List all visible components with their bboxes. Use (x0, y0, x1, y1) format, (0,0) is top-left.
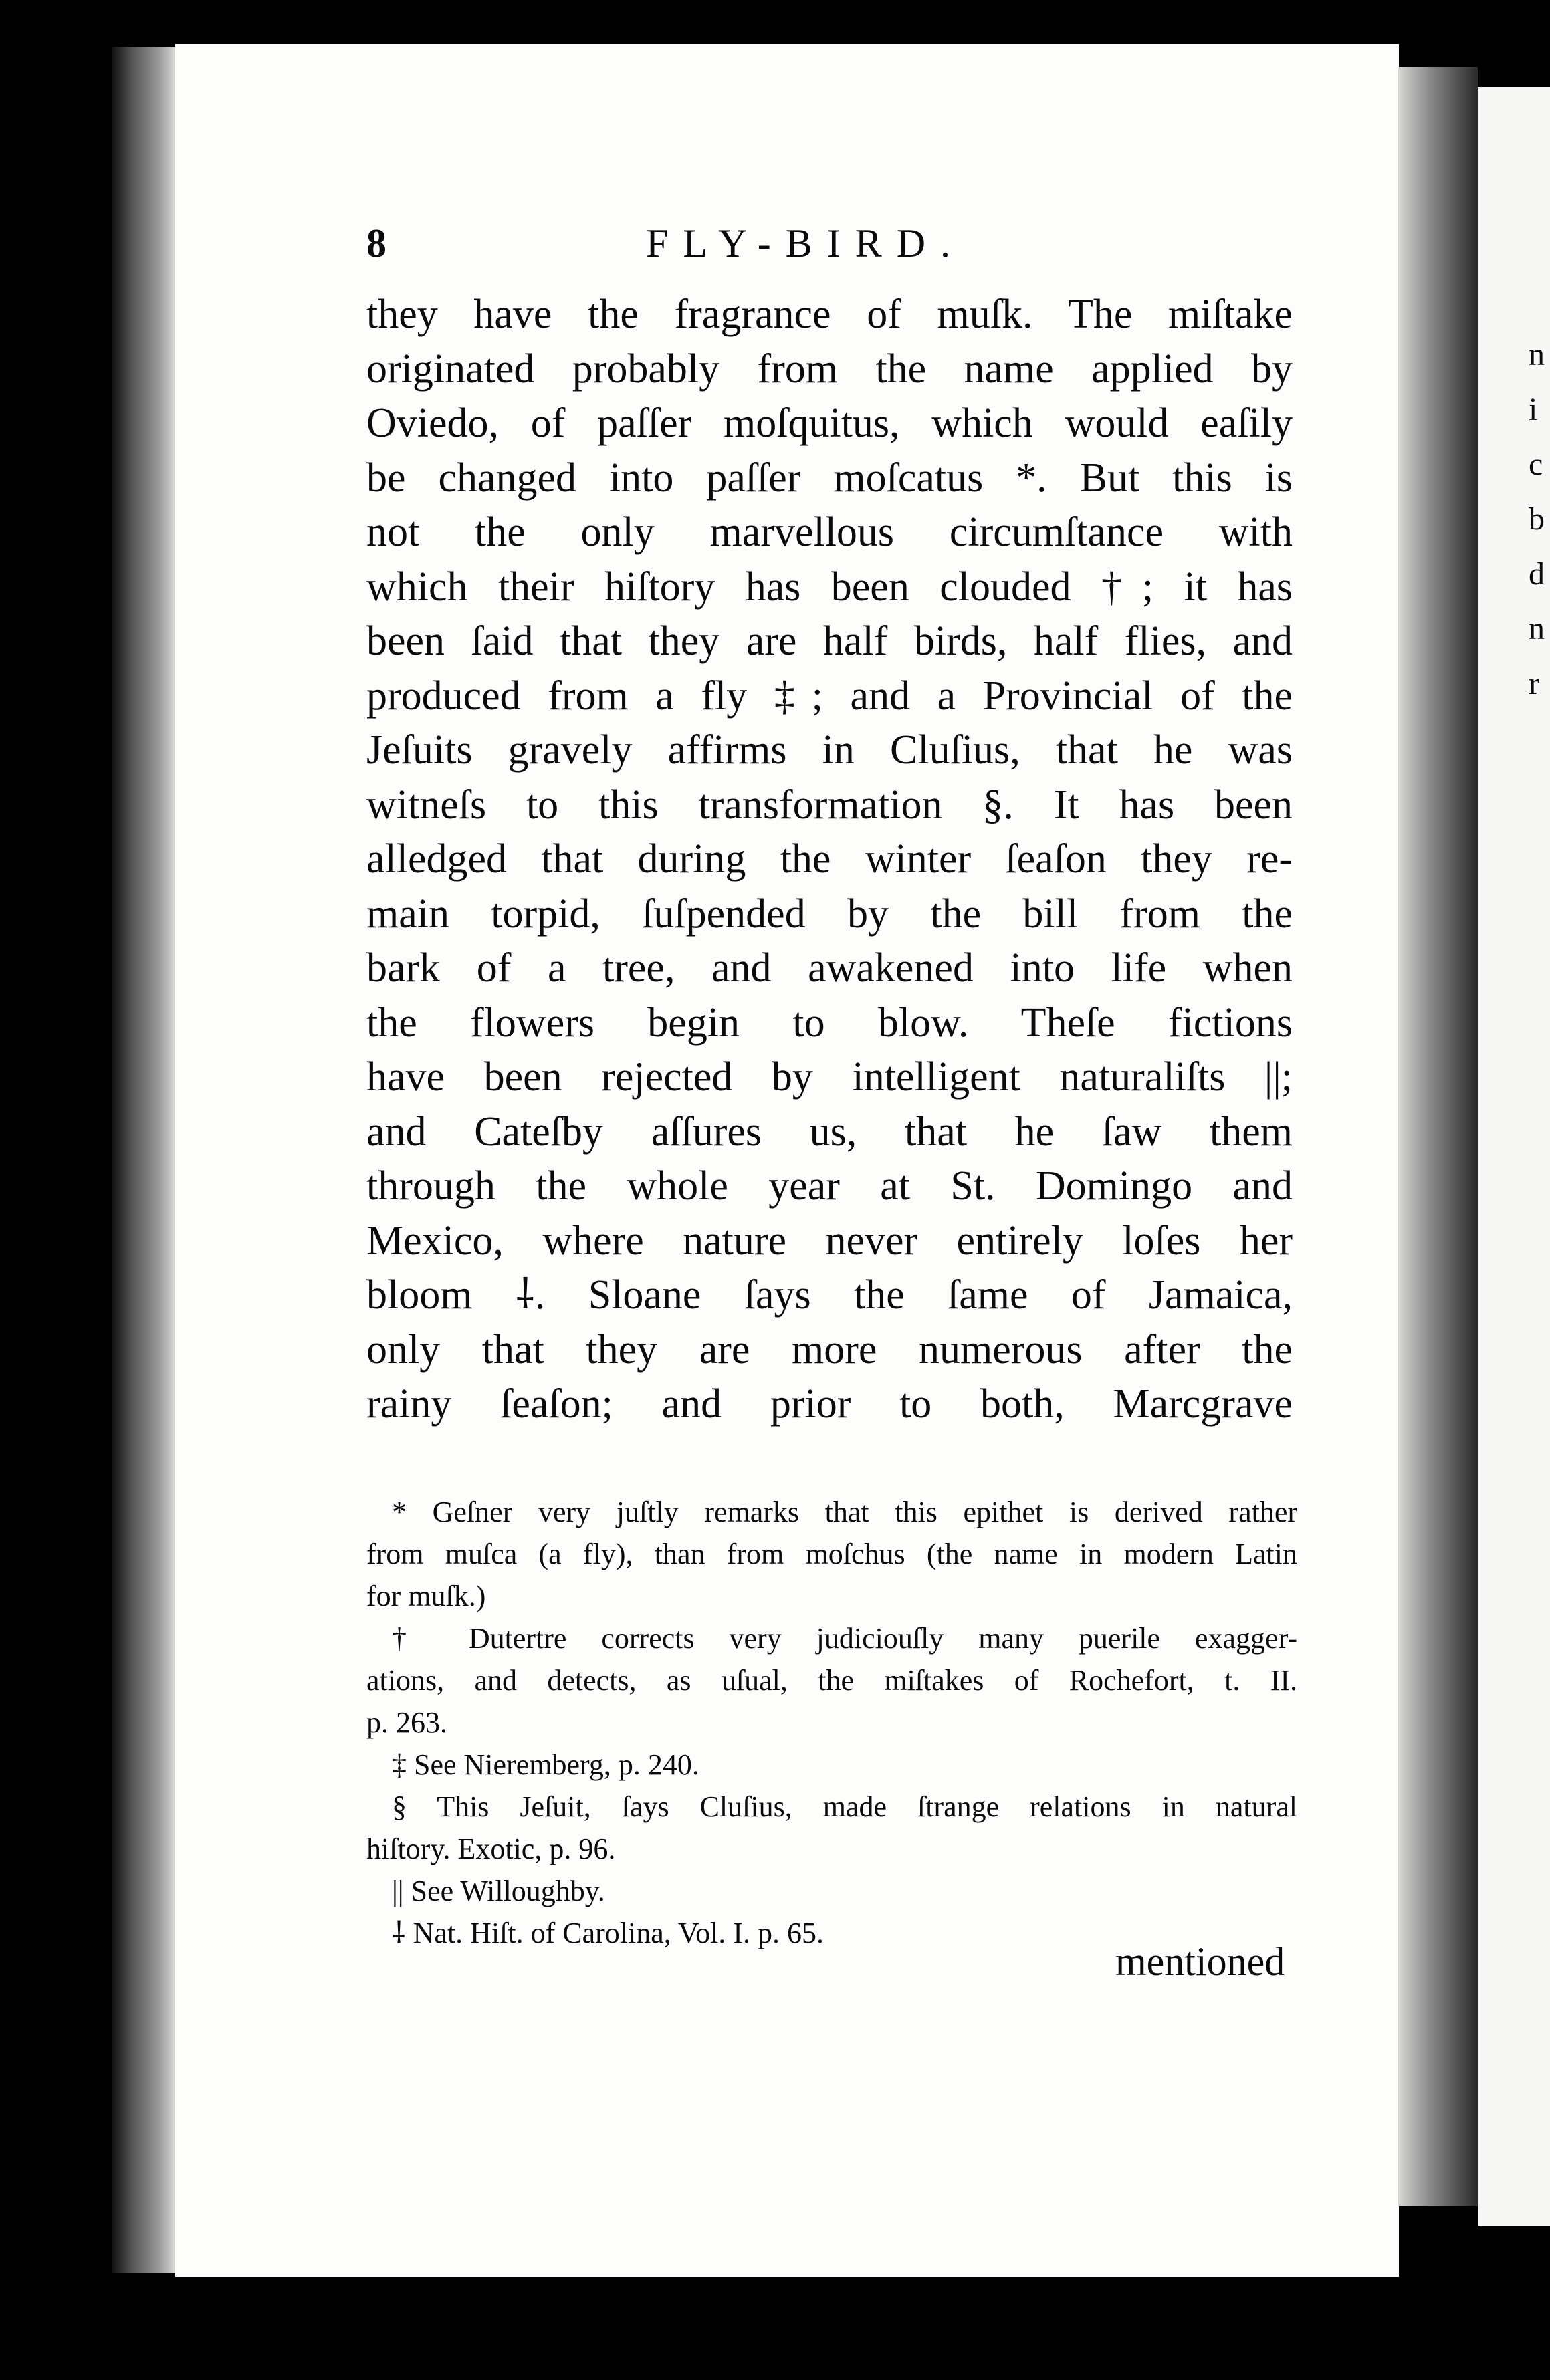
body-line: be changed into paſſer moſcatus *. But this is (366, 455, 1293, 501)
footnote-line: † Dutertre corrects very judiciouſly many puerile exagger- (392, 1622, 1297, 1655)
body-line: and Cateſby aſſures us, that he ſaw them (366, 1108, 1293, 1155)
body-line: Oviedo, of paſſer moſquitus, which would eaſily (366, 400, 1293, 446)
body-line: not the only marvellous circumſtance with (366, 509, 1293, 555)
body-line: Mexico, where nature never entirely loſes her (366, 1217, 1293, 1264)
body-line: alledged that during the winter ſeaſon they re- (366, 836, 1293, 882)
body-line: they have the fragrance of muſk. The miſtake (366, 291, 1293, 337)
body-line: Jeſuits gravely affirms in Cluſius, that he was (366, 727, 1293, 773)
footnote-line: * Geſner very juſtly remarks that this epithet is derived rather (392, 1496, 1297, 1528)
body-line: bark of a tree, and awakened into life when (366, 945, 1293, 991)
edge-letter: r (1529, 666, 1539, 701)
edge-letter: n (1529, 337, 1545, 372)
gutter-shadow (112, 47, 179, 2273)
footnote-line: || See Willoughby. (392, 1875, 605, 1907)
body-line: witneſs to this transformation §. It has been (366, 782, 1293, 828)
edge-letter: n (1529, 611, 1545, 646)
footnote-line: ⸸ Nat. Hiſt. of Carolina, Vol. I. p. 65. (392, 1917, 824, 1949)
body-line: which their hiſtory has been clouded †; it has (366, 564, 1293, 610)
page-number: 8 (366, 221, 386, 265)
body-line: only that they are more numerous after the (366, 1326, 1293, 1373)
adjacent-page-text (1529, 328, 1550, 711)
catchword: mentioned (1115, 1939, 1285, 1984)
body-line: rainy ſeaſon; and prior to both, Marcgrave (366, 1381, 1293, 1427)
body-line: have been rejected by intelligent naturaliſts ||; (366, 1054, 1293, 1100)
body-line: the flowers begin to blow. Theſe fictions (366, 999, 1293, 1046)
footnote-line: § This Jeſuit, ſays Cluſius, made ſtrange relations in natural (392, 1790, 1297, 1823)
body-line: through the whole year at St. Domingo and (366, 1163, 1293, 1209)
running-head: FLY-BIRD. (646, 221, 966, 265)
footnote-line: hiſtory. Exotic, p. 96. (366, 1832, 616, 1865)
page-header (366, 221, 1316, 274)
body-line: originated probably from the name applied by (366, 346, 1293, 392)
edge-letter: b (1529, 501, 1545, 537)
footnotes (366, 1491, 1297, 1954)
footnote-line: from muſca (a fly), than from moſchus (the name in modern Latin (366, 1538, 1297, 1570)
footnote-line: for muſk.) (366, 1580, 486, 1613)
edge-letter: c (1529, 447, 1543, 482)
footnote-line: ‡ See Nieremberg, p. 240. (392, 1748, 699, 1781)
footnote-line: p. 263. (366, 1706, 447, 1739)
body-line: been ſaid that they are half birds, half flies, and (366, 618, 1293, 664)
footnote-line: ations, and detects, as uſual, the miſtakes of Rochefort, t. II. (366, 1664, 1297, 1697)
edge-letter: i (1529, 392, 1538, 427)
fore-edge-shadow (1398, 67, 1478, 2206)
body-text (366, 287, 1293, 1432)
body-line: produced from a fly ‡; and a Provincial of the (366, 673, 1293, 719)
body-line: main torpid, ſuſpended by the bill from the (366, 890, 1293, 937)
edge-letter: d (1529, 556, 1545, 592)
body-line: bloom ⸸. Sloane ſays the ſame of Jamaica, (366, 1272, 1293, 1318)
